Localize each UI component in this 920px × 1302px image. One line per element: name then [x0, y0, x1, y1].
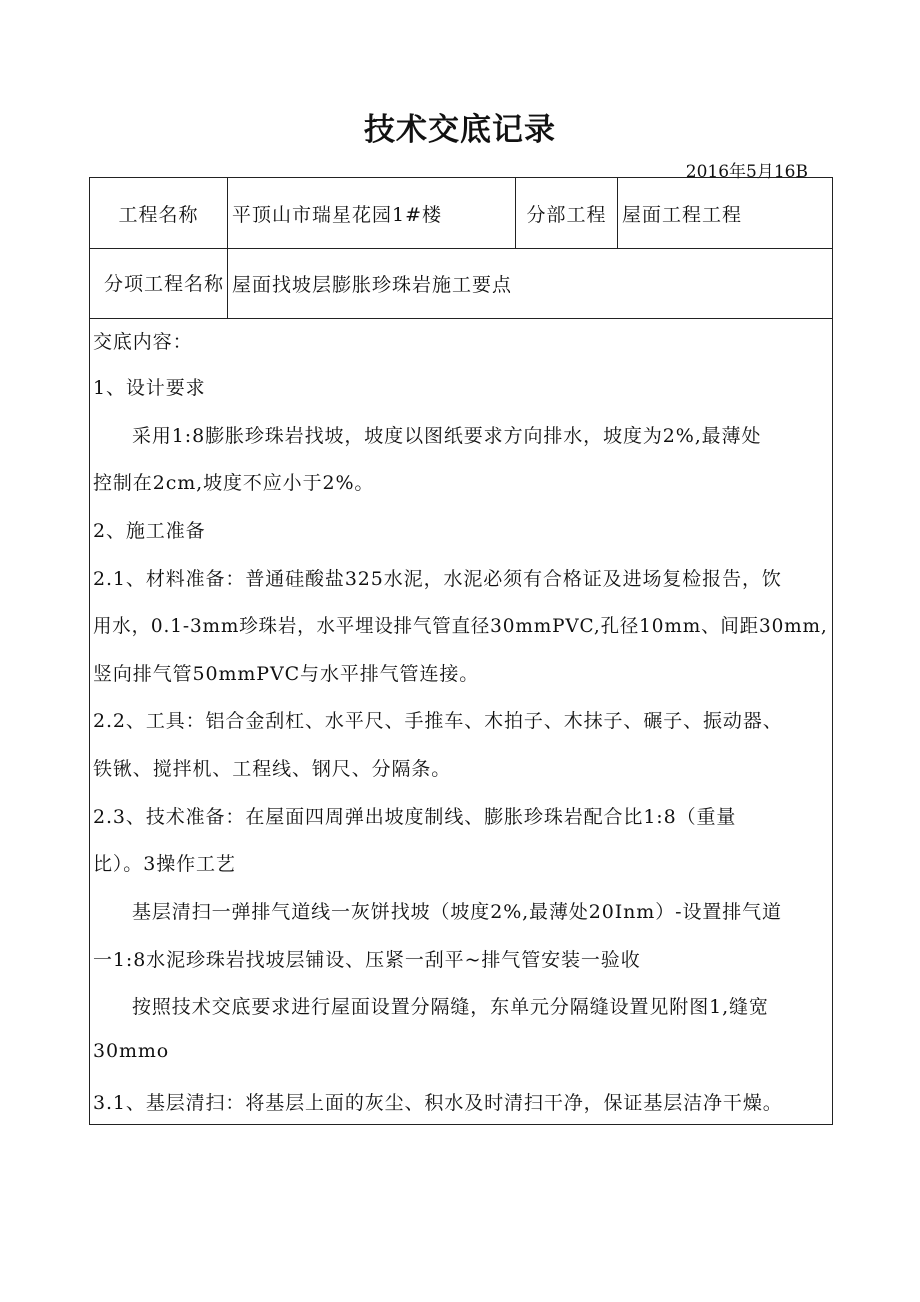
record-table — [89, 177, 833, 1125]
content-line: 按照技术交底要求进行屋面设置分隔缝，东单元分隔缝设置见附图1,缝宽 — [132, 996, 769, 1018]
content-line: 2.1、材料准备：普通硅酸盐325水泥，水泥必须有合格证及进场复检报告，饮 — [93, 568, 782, 590]
section-1-heading: 1、设计要求 — [93, 377, 206, 399]
content-cell — [90, 319, 833, 1125]
subitem-value: 屋面找坡层膨胀珍珠岩施工要点 — [228, 249, 833, 319]
content-line: 3.1、基层清扫：将基层上面的灰尘、积水及时清扫干净，保证基层洁净干燥。 — [93, 1092, 783, 1114]
content-line: 30mmo — [93, 1040, 170, 1062]
project-name-value: 平顶山市瑞星花园1#楼 — [228, 178, 516, 249]
record-date: 2016年5月16B — [685, 162, 808, 182]
section-2-heading: 2、施工准备 — [93, 520, 206, 542]
project-row — [90, 178, 833, 249]
content-line: 采用1:8膨胀珍珠岩找坡，坡度以图纸要求方向排水，坡度为2%,最薄处 — [132, 425, 762, 447]
content-line: 用水，0.1-3mm珍珠岩，水平埋设排气管直径30mmPVC,孔径10mm、间距30mm, — [93, 615, 828, 637]
content-line: 基层清扫一弹排气道线一灰饼找坡（坡度2%,最薄处20Inm）-设置排气道 — [132, 901, 782, 923]
content-line: 控制在2cm,坡度不应小于2%。 — [93, 472, 375, 494]
content-line: 一1:8水泥珍珠岩找坡层铺设、压紧一刮平~排气管安装一验收 — [93, 949, 641, 971]
content-line: 铁锹、搅拌机、工程线、钢尺、分隔条。 — [93, 758, 452, 780]
subitem-label: 分项工程名称 — [90, 249, 228, 319]
content-line: 竖向排气管50mmPVC与水平排气管连接。 — [93, 663, 480, 685]
project-name-label: 工程名称 — [90, 178, 228, 249]
subitem-row — [90, 249, 833, 319]
content-line: 2.2、工具：铝合金刮杠、水平尺、手推车、木拍子、木抹子、碾子、振动器、 — [93, 710, 783, 732]
content-heading: 交底内容： — [93, 331, 193, 353]
content-line: 2.3、技术准备：在屋面四周弹出坡度制线、膨胀珍珠岩配合比1:8（重量 — [93, 806, 737, 828]
division-label: 分部工程 — [516, 178, 618, 249]
document-title: 技术交底记录 — [364, 112, 556, 148]
division-value: 屋面工程工程 — [618, 178, 833, 249]
content-line: 比）。3操作工艺 — [93, 853, 236, 875]
content-row — [90, 319, 833, 1125]
